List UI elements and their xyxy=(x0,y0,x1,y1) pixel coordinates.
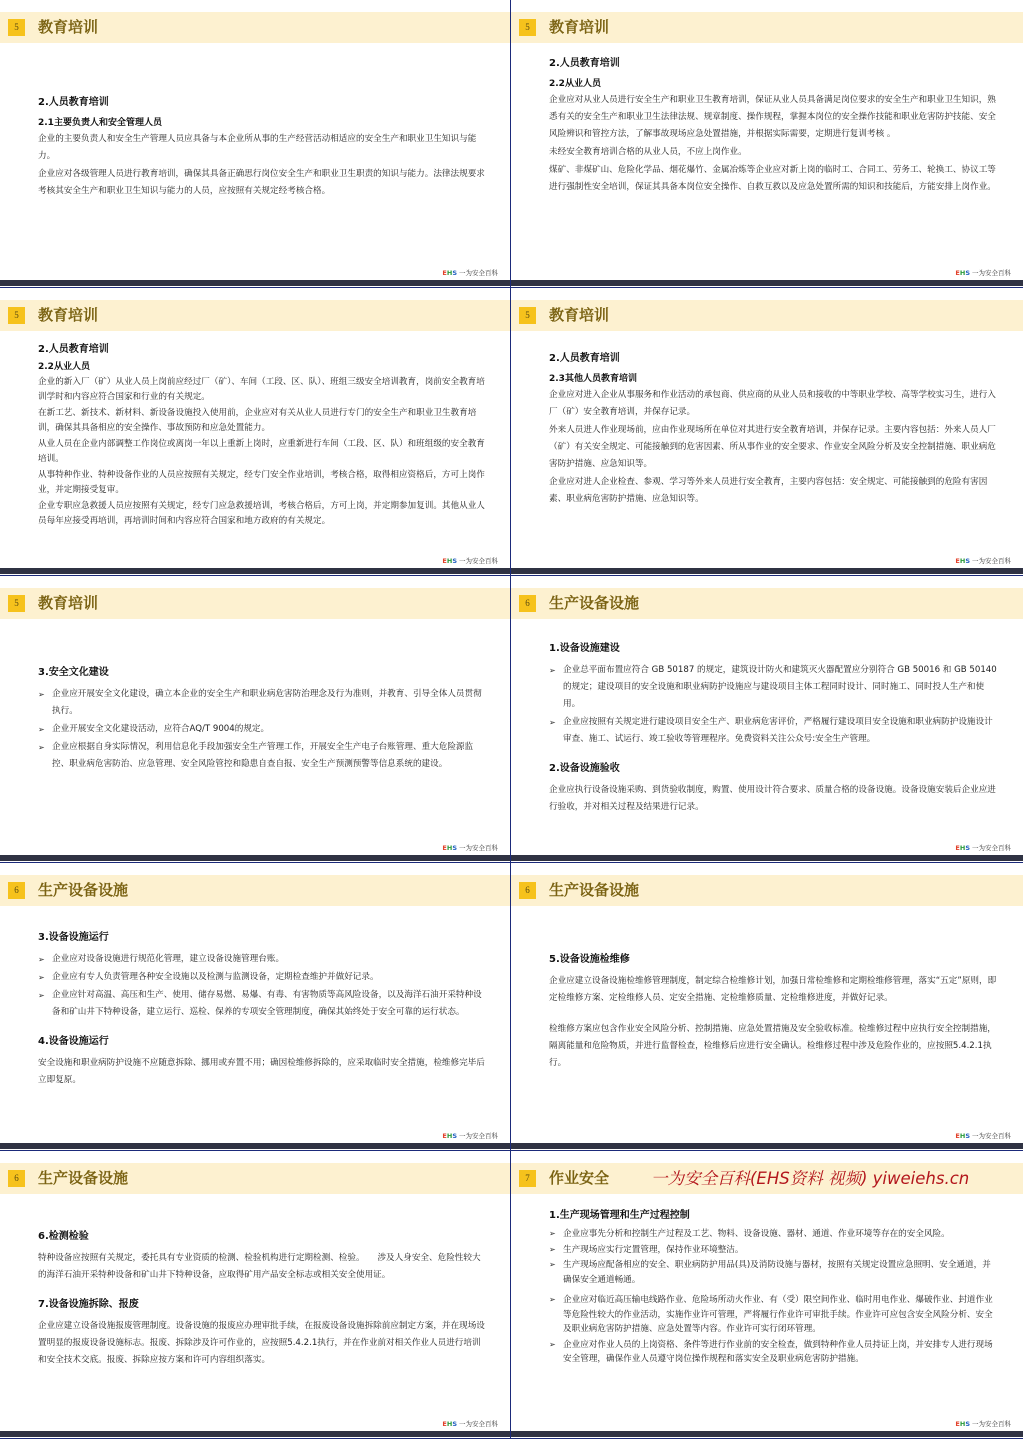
slide-body xyxy=(38,343,486,530)
slide-title: 教育培训 xyxy=(38,305,99,324)
slide-title: 生产设备设施 xyxy=(549,881,640,900)
section-number-badge: 5 xyxy=(519,307,536,324)
slide xyxy=(511,288,1023,576)
bullet-item: ➢ 企业应按照有关规定进行建设项目安全生产、职业病危害评价，严格履行建设项目安全设施和职业病防护设施设计审查、施工、试运行、竣工验收等管理程序。免费资料关注公众号:安全生产管理。 xyxy=(549,714,999,748)
subsection-heading: 2.2从业人员 xyxy=(38,361,90,372)
logo-letter-h: H xyxy=(959,268,966,277)
logo-text: 一为安全百科 xyxy=(459,1132,498,1141)
footer-bar xyxy=(511,568,1023,574)
paragraph: 企业应对进人企业检査、参观、学习等外来人员进行安全教育，主要内容包括：安全规定、可能接触到的危险有害因素、职业病危害防护措施、应急知识等。 xyxy=(549,476,988,504)
section-heading: 3.设备设施运行 xyxy=(38,932,109,944)
slide-header xyxy=(0,588,510,619)
footer-bar xyxy=(0,855,510,861)
bullet-item: ➢ 企业应根据自身实际情况，利用信息化手段加强安全生产管理工作，开展安全生产电子台账管理、重大危险源监控、职业病危害防治、应急管理、安全风险管控和隐患自查自报、安全生产预测预警等信息系统的建设。 xyxy=(38,739,486,773)
section-heading: 2.人员教育培训 xyxy=(549,352,620,364)
subsection-heading: 2.3其他人员教育培训 xyxy=(549,373,637,384)
paragraph: 从业人员在企业内部调整工作岗位或离岗一年以上重新上岗时，应重新进行车间（工段、区、队）和班组级的安全教育培训。 xyxy=(38,438,485,465)
logo-text: 一为安全百科 xyxy=(459,268,498,277)
footer-logo xyxy=(442,557,498,565)
bullet-item: ➢ 企业开展安全文化建设活动，应符合AQ/T 9004的规定。 xyxy=(38,721,486,738)
slide xyxy=(0,0,511,288)
logo-letter-s: S xyxy=(965,268,970,277)
footer-logo xyxy=(442,1420,498,1428)
section-number-badge: 5 xyxy=(8,307,25,324)
logo-letter-e: E xyxy=(955,1132,960,1141)
logo-letter-h: H xyxy=(446,556,453,565)
footer-logo xyxy=(955,844,1011,852)
slide-title: 教育培训 xyxy=(549,305,610,324)
section-number-badge: 6 xyxy=(8,882,25,899)
slide-title: 作业安全 xyxy=(549,1169,610,1188)
logo-letter-e: E xyxy=(442,844,447,853)
logo-letter-h: H xyxy=(446,844,453,853)
paragraph: 特种设备应按照有关规定，委托具有专业资质的检测、检验机构进行定期检测、检验。 涉及人身安全、危险性较大的海洋石油开采特种设备和矿山井下特种设备，应取得矿用产品安全标志或相关安全使用证。 xyxy=(38,1253,481,1281)
subsection-heading: 2.1主要负责人和安全管理人员 xyxy=(38,118,162,128)
logo-letter-e: E xyxy=(442,268,447,277)
section-heading: 7.设备设施拆除、报废 xyxy=(38,1299,139,1311)
logo-letter-s: S xyxy=(965,556,970,565)
paragraph: 安全设施和职业病防护设施不应随意拆除、挪用或弃置不用；确因检维修拆除的，应采取临时安全措施，检维修完毕后立即复原。 xyxy=(38,1058,485,1086)
section-number-badge: 5 xyxy=(519,19,536,36)
slide-title: 教育培训 xyxy=(38,593,99,612)
section-heading: 2.设备设施验收 xyxy=(549,762,620,774)
slide-header xyxy=(511,300,1023,331)
slide-header xyxy=(0,300,510,331)
bullet-item: ➢ 企业总平面布置应符合 GB 50187 的规定，建筑设计防火和建筑灭火器配置应分别符合 GB 50016 和 GB 50140的规定；建设项目的安全设施和职业病防护设施应与建设项目主体工程同时设计、同时施工、同时投人生产和使用。 xyxy=(549,662,999,713)
bullet-item: ➢ 生产现场应配备相应的安全、职业病防护用品(具)及消防设施与器材，按照有关规定设置应急照明、安全通道，并确保安全通道畅通。 xyxy=(549,1258,999,1287)
logo-letter-e: E xyxy=(955,268,960,277)
logo-text: 一为安全百科 xyxy=(972,1132,1011,1141)
slide-title: 生产设备设施 xyxy=(38,1169,129,1188)
logo-text: 一为安全百科 xyxy=(459,844,498,853)
section-heading: 2.人员教育培训 xyxy=(38,343,109,355)
bullet-item: ➢ 企业应对作业人员的上岗资格、条件等进行作业前的安全检查，做到特种作业人员持证上岗，并安排专人进行现场安全管理，确保作业人员遵守岗位操作规程和落实安全及职业病危害防护措施。 xyxy=(549,1338,999,1367)
bullet-item: ➢ 企业应对临近高压输电线路作业、危险场所动火作业、有（受）限空间作业、临时用电作业、爆破作业、封道作业等危险性较大的作业活动，实施作业许可管理，严将履行作业许可审批手续。作业许可应包含安全风险分析、安全及职业病危害防护措施、应急处置等内容。作业许可实行闭环管理。 xyxy=(549,1293,999,1337)
paragraph: 检维修方案应包含作业安全风险分析、控制措施、应急处置措施及安全验收标准。检维修过程中应执行安全控制措施，隔离能量和危险物质，并进行监督检查，检维修后应进行安全确认。检维修过程中涉及危险作业的，应按照5.4.2.1执行。 xyxy=(549,1024,996,1069)
paragraph: 企业的主要负责人和安全生产管理人员应具备与本企业所从事的生产经营活动相适应的安全生产和职业卫生知识与能力。 xyxy=(38,134,477,161)
paragraph: 企业专职应急救援人员应按照有关规定，经专门应急救援培训，考核合格后，方可上岗，并定期参加复训。其他从业人员每年应接受再培训，再培训时间和内容应符合国家和地方政府的有关规定。 xyxy=(38,500,485,527)
subsection-heading: 2.2从业人员 xyxy=(549,79,601,89)
footer-bar xyxy=(511,1431,1023,1437)
footer-bar xyxy=(0,1143,510,1149)
paragraph: 企业应对从业人员进行安全生产和职业卫生教育培训，保证从业人员具备满足岗位要求的安全生产和职业卫生知识，熟悉有关的安全生产和职业卫生法律法规、规章制度、操作规程，掌握本岗位的安全操作技能和职业危害防护技能、安全风险辨识和管控方法，了解事故现场应急处置措施，并根据实际需要，定期进行复训考核 。 xyxy=(549,95,996,139)
footer-logo xyxy=(955,557,1011,565)
footer-logo xyxy=(442,1132,498,1140)
slide-body xyxy=(549,352,999,509)
slide-body xyxy=(38,96,486,201)
slide xyxy=(0,576,511,864)
footer-bar xyxy=(511,1143,1023,1149)
footer-logo xyxy=(955,269,1011,277)
slide xyxy=(0,863,511,1151)
paragraph: 企业应建立设备设施检维修管理制度，制定综合检维修计划，加强日常检维修和定期检维修管理，落实“五定”原则，即定检维修方案、定检维修人员、定安全措施、定检维修质量、定检维修进度，并做好记录。 xyxy=(549,976,997,1004)
logo-letter-h: H xyxy=(446,1132,453,1141)
slide-header xyxy=(511,12,1023,43)
footer-logo xyxy=(955,1420,1011,1428)
footer-bar xyxy=(0,280,510,286)
logo-letter-s: S xyxy=(452,1132,457,1141)
paragraph: 未经安全教育培训合格的从业人员，不应上岗作业。 xyxy=(549,147,747,157)
section-heading: 6.检测检验 xyxy=(38,1231,89,1243)
slide-body xyxy=(38,1230,486,1370)
slide-header xyxy=(0,875,510,906)
slide xyxy=(511,863,1023,1151)
logo-letter-h: H xyxy=(959,556,966,565)
section-number-badge: 6 xyxy=(519,882,536,899)
logo-text: 一为安全百科 xyxy=(972,556,1011,565)
section-number-badge: 6 xyxy=(8,1170,25,1187)
footer-bar xyxy=(0,1431,510,1437)
paragraph: 外来人员进人作业现场前，应由作业现场所在单位对其进行安全教育培训，并保存记录。主要内容包括：外来人员人厂（矿）有关安全规定、可能接触到的危害因素、所从事作业的安全要求、作业安全风险分析及安全控制措施、职业病危害防护措施、应急知识等。 xyxy=(549,424,996,469)
logo-text: 一为安全百科 xyxy=(972,1419,1011,1428)
logo-letter-e: E xyxy=(955,556,960,565)
slide xyxy=(0,1151,511,1439)
slide-body xyxy=(38,666,486,774)
slide xyxy=(0,288,511,576)
paragraph: 企业应对各级管理人员进行教育培训，确保其具备正确思行岗位安全生产和职业卫生职责的知识与能力。法律法规要求考核其安全生产和职业卫生知识与能力的人员，应按照有关规定经考核合格。 xyxy=(38,169,485,196)
section-number-badge: 6 xyxy=(519,595,536,612)
logo-letter-e: E xyxy=(955,844,960,853)
logo-text: 一为安全百科 xyxy=(972,268,1011,277)
slide-header xyxy=(0,12,510,43)
logo-letter-h: H xyxy=(446,268,453,277)
paragraph: 在新工艺、新技术、新材料、新设备设施投入使用前，企业应对有关从业人员进行专门的安全生产和职业卫生教育培训，确保其具备相应的安全操作、事故预防和应急处置能力。 xyxy=(38,407,477,434)
footer-bar xyxy=(511,280,1023,286)
logo-letter-h: H xyxy=(959,1132,966,1141)
watermark-text: 一为安全百科(EHS资料 视频) yiweiehs.cn xyxy=(651,1169,970,1189)
bullet-item: ➢ 企业应事先分析和控制生产过程及工艺、物料、设备设施、器材、通道、作业环境等存在的安全风险。 xyxy=(549,1227,999,1242)
slide-title: 生产设备设施 xyxy=(549,593,640,612)
logo-letter-h: H xyxy=(446,1419,453,1428)
section-heading: 1.设备设施建设 xyxy=(549,642,620,654)
slide-header xyxy=(511,588,1023,619)
logo-letter-e: E xyxy=(442,556,447,565)
logo-letter-s: S xyxy=(452,556,457,565)
slide-header xyxy=(0,1163,510,1194)
paragraph: 企业应对进入企业从事服务和作业活动的承包商、供应商的从业人员和接收的中等职业学校、高等学校实习生，进行入厂（矿）安全教育培训，并保存记录。 xyxy=(549,389,996,417)
section-heading: 5.设备设施检维修 xyxy=(549,954,630,966)
paragraph: 企业的新入厂（矿）从业人员上岗前应经过厂（矿）、车间（工段、区、队）、班组三级安全培训教育，岗前安全教育培训学时和内容应符合国家和行业的有关规定。 xyxy=(38,376,485,403)
section-heading: 3.安全文化建设 xyxy=(38,666,109,678)
logo-letter-e: E xyxy=(955,1419,960,1428)
bullet-item: ➢ 企业应有专人负责管理各种安全设施以及检测与监测设备，定期检查维护并做好记录。 xyxy=(38,969,486,986)
section-heading: 2.人员教育培训 xyxy=(38,97,109,108)
section-heading: 4.设备设施运行 xyxy=(38,1036,109,1048)
slide-body xyxy=(549,57,999,197)
logo-letter-s: S xyxy=(452,268,457,277)
paragraph: 从事特种作业、特种设备作业的人员应按照有关规定，经专门安全作业培训，考核合格，取得相应资格后，方可上岗作业，并定期接受复审。 xyxy=(38,469,485,496)
logo-letter-s: S xyxy=(965,844,970,853)
logo-letter-e: E xyxy=(442,1419,447,1428)
slide-title: 教育培训 xyxy=(549,18,610,36)
logo-text: 一为安全百科 xyxy=(972,844,1011,853)
bullet-item: ➢ 企业应开展安全文化建设，确立本企业的安全生产和职业病危害防治理念及行为准则，并教育、引导全体人员贯彻执行。 xyxy=(38,686,486,720)
paragraph: 煤矿、非煤矿山、危险化学品、烟花爆竹、金属冶炼等企业应对新上岗的临时工、合同工、劳务工、轮换工、协议工等进行强制性安全培训，保证其具备本岗位安全操作、自救互救以及应急处置所需的知识和技能后，方能安排上岗作业。 xyxy=(549,165,996,192)
logo-text: 一为安全百科 xyxy=(459,1419,498,1428)
section-heading: 1.生产现场管理和生产过程控制 xyxy=(549,1210,690,1222)
footer-bar xyxy=(511,855,1023,861)
logo-letter-s: S xyxy=(452,844,457,853)
paragraph: 企业应执行设备设施采购、到货验收制度，购置、使用设计符合要求、质量合格的设备设施。设备设施安装后企业应进行验收，并对相关过程及结果进行记录。 xyxy=(549,784,996,812)
footer-bar xyxy=(0,568,510,574)
slide-body xyxy=(549,953,999,1073)
logo-letter-h: H xyxy=(959,1419,966,1428)
bullet-item: ➢ 企业应对设备设施进行规范化管理，建立设备设施管理台账。 xyxy=(38,951,486,968)
bullet-item: ➢ 企业应针对高温、高压和生产、使用、储存易燃、易爆、有毒、有害物质等高风险设备，以及海洋石油开采特种设备和矿山井下特种设备，建立运行、巡检、保养的专项安全管理制度，确保其始终处于安全可靠的运行状态。 xyxy=(38,987,486,1021)
section-number-badge: 5 xyxy=(8,19,25,36)
paragraph: 企业应建立设备设施报废管理制度。设备设施的报废应办理审批手续，在报废设备设施拆除前应制定方案，并在现场设置明显的报废设备设施标志。报废、拆除涉及许可作业的，应按照5.4.2.1执行，并在作业前对相关作业人员进行培训和安全技术交底。报废、拆除应按方案和许可内容组织落实。 xyxy=(38,1321,485,1366)
slide-title: 生产设备设施 xyxy=(38,881,129,900)
section-number-badge: 7 xyxy=(519,1170,536,1187)
section-heading: 2.人员教育培训 xyxy=(549,58,620,69)
bullet-item: ➢ 生产现场应实行定置管理，保持作业环境整洁。 xyxy=(549,1243,999,1258)
slide xyxy=(511,0,1023,288)
logo-letter-h: H xyxy=(959,844,966,853)
logo-letter-e: E xyxy=(442,1132,447,1141)
slide-body xyxy=(549,1209,999,1368)
footer-logo xyxy=(955,1132,1011,1140)
logo-letter-s: S xyxy=(452,1419,457,1428)
slide-header xyxy=(511,875,1023,906)
logo-letter-s: S xyxy=(965,1132,970,1141)
slide-body xyxy=(38,931,486,1090)
slide xyxy=(511,1151,1023,1439)
logo-text: 一为安全百科 xyxy=(459,556,498,565)
footer-logo xyxy=(442,844,498,852)
slide xyxy=(511,576,1023,864)
footer-logo xyxy=(442,269,498,277)
slide-title: 教育培训 xyxy=(38,18,99,36)
logo-letter-s: S xyxy=(965,1419,970,1428)
slide-body xyxy=(549,642,999,817)
section-number-badge: 5 xyxy=(8,595,25,612)
